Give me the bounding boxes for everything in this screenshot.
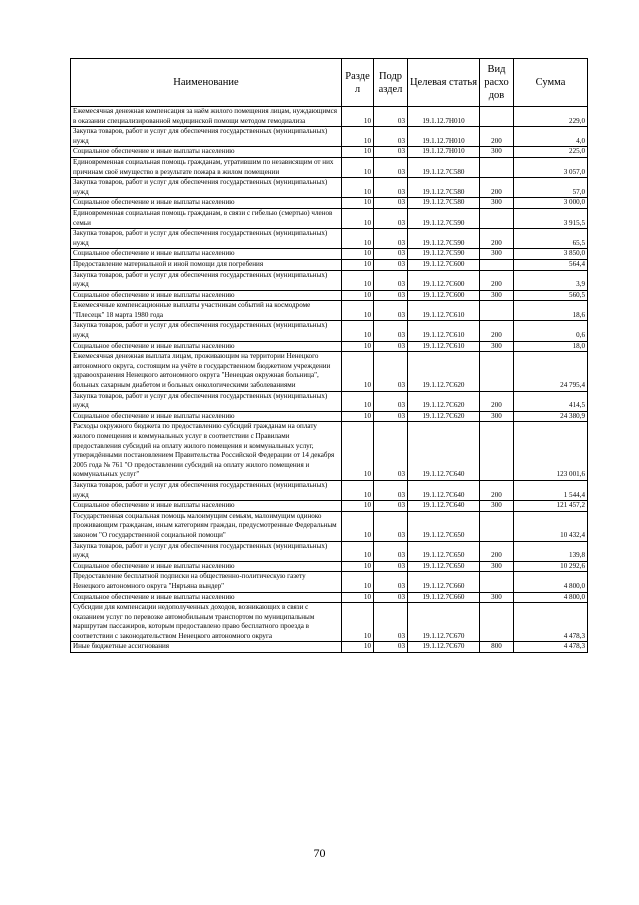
cell-sum: 4 478,3 xyxy=(514,642,588,653)
cell-subsection: 03 xyxy=(374,642,408,653)
cell-name: Субсидии для компенсации недополученных доходов, возникающих в связи с оказанием услуг по перевозке автомобильным транспортом по муниципальным маршрутам пассажиров, которым предоставлено право бесплатного проезда в соответствии с законодательством Ненецкого автономного округа xyxy=(71,603,342,642)
table-row xyxy=(71,321,588,341)
cell-subsection: 03 xyxy=(374,592,408,603)
cell-target: 19.1.12.7С670 xyxy=(408,642,480,653)
cell-type xyxy=(480,511,514,541)
cell-name: Единовременная социальная помощь гражданам, утратившим по независящим от них причинам своё имущество в результате пожара в жилом помещении xyxy=(71,157,342,177)
cell-target: 19.1.12.7С600 xyxy=(408,290,480,301)
cell-sum: 560,5 xyxy=(514,290,588,301)
cell-type xyxy=(480,352,514,391)
cell-section: 10 xyxy=(342,511,374,541)
cell-target: 19.1.12.7Н010 xyxy=(408,147,480,158)
table-row xyxy=(71,352,588,391)
cell-sum: 18,0 xyxy=(514,341,588,352)
cell-type: 200 xyxy=(480,321,514,341)
cell-subsection: 03 xyxy=(374,107,408,127)
cell-target: 19.1.12.7С620 xyxy=(408,411,480,422)
cell-name: Закупка товаров, работ и услуг для обеспечения государственных (муниципальных) нужд xyxy=(71,321,342,341)
cell-section: 10 xyxy=(342,321,374,341)
cell-subsection: 03 xyxy=(374,229,408,249)
cell-sum: 139,8 xyxy=(514,541,588,561)
cell-section: 10 xyxy=(342,603,374,642)
cell-subsection: 03 xyxy=(374,391,408,411)
table-row xyxy=(71,157,588,177)
cell-sum: 24 380,9 xyxy=(514,411,588,422)
table-row xyxy=(71,107,588,127)
cell-type: 300 xyxy=(480,290,514,301)
cell-sum: 57,0 xyxy=(514,178,588,198)
cell-sum: 123 001,6 xyxy=(514,422,588,481)
table-row xyxy=(71,511,588,541)
cell-name: Социальное обеспечение и иные выплаты населению xyxy=(71,147,342,158)
cell-section: 10 xyxy=(342,147,374,158)
cell-name: Социальное обеспечение и иные выплаты населению xyxy=(71,501,342,512)
cell-name: Закупка товаров, работ и услуг для обеспечения государственных (муниципальных) нужд xyxy=(71,270,342,290)
table-row xyxy=(71,411,588,422)
cell-name: Закупка товаров, работ и услуг для обеспечения государственных (муниципальных) нужд xyxy=(71,391,342,411)
table-row xyxy=(71,127,588,147)
cell-sum: 0,6 xyxy=(514,321,588,341)
cell-type: 200 xyxy=(480,391,514,411)
table-row xyxy=(71,198,588,209)
cell-section: 10 xyxy=(342,127,374,147)
cell-subsection: 03 xyxy=(374,301,408,321)
table-row xyxy=(71,270,588,290)
cell-subsection: 03 xyxy=(374,321,408,341)
cell-type: 300 xyxy=(480,249,514,260)
cell-type: 200 xyxy=(480,541,514,561)
table-row xyxy=(71,249,588,260)
cell-name: Социальное обеспечение и иные выплаты населению xyxy=(71,249,342,260)
table-row xyxy=(71,391,588,411)
cell-subsection: 03 xyxy=(374,341,408,352)
cell-sum: 4 800,0 xyxy=(514,592,588,603)
cell-type xyxy=(480,301,514,321)
cell-target: 19.1.12.7С590 xyxy=(408,208,480,228)
cell-section: 10 xyxy=(342,301,374,321)
cell-target: 19.1.12.7С610 xyxy=(408,321,480,341)
cell-section: 10 xyxy=(342,501,374,512)
cell-section: 10 xyxy=(342,422,374,481)
cell-target: 19.1.12.7С590 xyxy=(408,249,480,260)
header-type: Вид расхо дов xyxy=(480,59,514,107)
cell-type: 800 xyxy=(480,642,514,653)
cell-subsection: 03 xyxy=(374,572,408,592)
cell-name: Социальное обеспечение и иные выплаты населению xyxy=(71,341,342,352)
cell-name: Социальное обеспечение и иные выплаты населению xyxy=(71,198,342,209)
cell-section: 10 xyxy=(342,642,374,653)
table-row xyxy=(71,592,588,603)
cell-subsection: 03 xyxy=(374,290,408,301)
cell-subsection: 03 xyxy=(374,157,408,177)
cell-sum: 10 292,6 xyxy=(514,561,588,572)
cell-subsection: 03 xyxy=(374,178,408,198)
cell-type: 300 xyxy=(480,341,514,352)
cell-name: Закупка товаров, работ и услуг для обеспечения государственных (муниципальных) нужд xyxy=(71,480,342,500)
cell-target: 19.1.12.7С650 xyxy=(408,561,480,572)
header-sum: Сумма xyxy=(514,59,588,107)
table-row xyxy=(71,572,588,592)
table-row xyxy=(71,501,588,512)
cell-sum: 225,0 xyxy=(514,147,588,158)
cell-name: Ежемесячная денежная компенсация за наём жилого помещения лицам, нуждающимся в оказании специализированной медицинской помощи методом гемодиализа xyxy=(71,107,342,127)
cell-section: 10 xyxy=(342,592,374,603)
cell-section: 10 xyxy=(342,541,374,561)
cell-target: 19.1.12.7С640 xyxy=(408,480,480,500)
cell-target: 19.1.12.7Н010 xyxy=(408,127,480,147)
cell-type: 200 xyxy=(480,127,514,147)
cell-target: 19.1.12.7С670 xyxy=(408,603,480,642)
cell-subsection: 03 xyxy=(374,259,408,270)
cell-type xyxy=(480,259,514,270)
cell-section: 10 xyxy=(342,249,374,260)
cell-sum: 3 000,0 xyxy=(514,198,588,209)
cell-type: 300 xyxy=(480,561,514,572)
cell-section: 10 xyxy=(342,480,374,500)
cell-target: 19.1.12.7С620 xyxy=(408,391,480,411)
cell-type: 300 xyxy=(480,147,514,158)
header-section: Разде л xyxy=(342,59,374,107)
cell-target: 19.1.12.7С580 xyxy=(408,178,480,198)
cell-type: 300 xyxy=(480,592,514,603)
table-row xyxy=(71,480,588,500)
cell-subsection: 03 xyxy=(374,541,408,561)
cell-section: 10 xyxy=(342,561,374,572)
cell-subsection: 03 xyxy=(374,249,408,260)
cell-type: 300 xyxy=(480,198,514,209)
cell-type xyxy=(480,157,514,177)
cell-target: 19.1.12.7С600 xyxy=(408,259,480,270)
table-row xyxy=(71,561,588,572)
cell-section: 10 xyxy=(342,352,374,391)
table-row xyxy=(71,541,588,561)
cell-section: 10 xyxy=(342,572,374,592)
table-row xyxy=(71,259,588,270)
cell-sum: 18,6 xyxy=(514,301,588,321)
cell-name: Закупка товаров, работ и услуг для обеспечения государственных (муниципальных) нужд xyxy=(71,229,342,249)
cell-type xyxy=(480,422,514,481)
cell-type xyxy=(480,208,514,228)
table-row xyxy=(71,147,588,158)
cell-type: 200 xyxy=(480,270,514,290)
cell-target: 19.1.12.7С660 xyxy=(408,572,480,592)
cell-sum: 3 915,5 xyxy=(514,208,588,228)
cell-name: Расходы окружного бюджета по предоставлению субсидий гражданам на оплату жилого помещения и коммунальных услуг в соответствии с Правилами предоставления субсидий на оплату жилого помещения и коммунальных услуг, утверждёнными постановлением Правительства Российской Федерации от 14 декабря 2005 года № 761 "О предоставлении субсидий на оплату жилого помещения и коммунальных услуг" xyxy=(71,422,342,481)
cell-type: 300 xyxy=(480,501,514,512)
cell-subsection: 03 xyxy=(374,501,408,512)
header-target: Целевая статья xyxy=(408,59,480,107)
cell-target: 19.1.12.7С600 xyxy=(408,270,480,290)
table-row xyxy=(71,178,588,198)
cell-type: 200 xyxy=(480,178,514,198)
table-row xyxy=(71,642,588,653)
header-name: Наименование xyxy=(71,59,342,107)
cell-target: 19.1.12.7С640 xyxy=(408,501,480,512)
header-subsection: Подр аздел xyxy=(374,59,408,107)
cell-type: 300 xyxy=(480,411,514,422)
table-row xyxy=(71,229,588,249)
cell-sum: 4 478,3 xyxy=(514,603,588,642)
cell-sum: 65,5 xyxy=(514,229,588,249)
cell-subsection: 03 xyxy=(374,127,408,147)
cell-target: 19.1.12.7С580 xyxy=(408,198,480,209)
cell-section: 10 xyxy=(342,157,374,177)
cell-sum: 121 457,2 xyxy=(514,501,588,512)
cell-type xyxy=(480,572,514,592)
cell-name: Единовременная социальная помощь гражданам, в связи с гибелью (смертью) членов семьи xyxy=(71,208,342,228)
cell-section: 10 xyxy=(342,178,374,198)
cell-section: 10 xyxy=(342,229,374,249)
cell-subsection: 03 xyxy=(374,270,408,290)
cell-name: Социальное обеспечение и иные выплаты населению xyxy=(71,592,342,603)
cell-name: Закупка товаров, работ и услуг для обеспечения государственных (муниципальных) нужд xyxy=(71,127,342,147)
cell-target: 19.1.12.7С620 xyxy=(408,352,480,391)
cell-subsection: 03 xyxy=(374,198,408,209)
cell-sum: 3,9 xyxy=(514,270,588,290)
cell-name: Социальное обеспечение и иные выплаты населению xyxy=(71,411,342,422)
cell-section: 10 xyxy=(342,208,374,228)
cell-target: 19.1.12.7С650 xyxy=(408,541,480,561)
table-row xyxy=(71,422,588,481)
table-row xyxy=(71,208,588,228)
cell-name: Ежемесячная денежная выплата лицам, проживающим на территории Ненецкого автономного округа, состоящим на учёте в государственном бюджетном учреждении здравоохранения Ненецкого автономного округа "Ненецкая окружная больница", больных сахарным диабетом и больных онкологическими заболеваниями xyxy=(71,352,342,391)
cell-sum: 4,0 xyxy=(514,127,588,147)
cell-section: 10 xyxy=(342,391,374,411)
table-row xyxy=(71,290,588,301)
cell-section: 10 xyxy=(342,270,374,290)
cell-section: 10 xyxy=(342,411,374,422)
cell-sum: 229,0 xyxy=(514,107,588,127)
cell-subsection: 03 xyxy=(374,603,408,642)
cell-subsection: 03 xyxy=(374,411,408,422)
cell-section: 10 xyxy=(342,290,374,301)
cell-section: 10 xyxy=(342,107,374,127)
cell-subsection: 03 xyxy=(374,147,408,158)
cell-target: 19.1.12.7С650 xyxy=(408,511,480,541)
cell-target: 19.1.12.7С580 xyxy=(408,157,480,177)
table-row xyxy=(71,603,588,642)
table-row xyxy=(71,341,588,352)
cell-name: Ежемесячные компенсационные выплаты участникам событий на космодроме "Плесецк" 18 марта 1980 года xyxy=(71,301,342,321)
cell-name: Государственная социальная помощь малоимущим семьям, малоимущим одиноко проживающим гражданам, иным категориям граждан, предусмотренные Федеральным законом "О государственной социальной помощи" xyxy=(71,511,342,541)
cell-name: Предоставление материальной и иной помощи для погребения xyxy=(71,259,342,270)
table-row xyxy=(71,301,588,321)
cell-target: 19.1.12.7Н010 xyxy=(408,107,480,127)
table-body xyxy=(71,107,588,653)
cell-type: 200 xyxy=(480,480,514,500)
cell-target: 19.1.12.7С640 xyxy=(408,422,480,481)
cell-subsection: 03 xyxy=(374,208,408,228)
cell-target: 19.1.12.7С610 xyxy=(408,301,480,321)
page-number: 70 xyxy=(313,846,326,860)
table-header-row xyxy=(71,59,588,107)
cell-sum: 3 057,0 xyxy=(514,157,588,177)
cell-section: 10 xyxy=(342,198,374,209)
cell-sum: 1 544,4 xyxy=(514,480,588,500)
cell-type xyxy=(480,107,514,127)
cell-type: 200 xyxy=(480,229,514,249)
cell-name: Закупка товаров, работ и услуг для обеспечения государственных (муниципальных) нужд xyxy=(71,178,342,198)
cell-subsection: 03 xyxy=(374,511,408,541)
cell-name: Социальное обеспечение и иные выплаты населению xyxy=(71,290,342,301)
cell-subsection: 03 xyxy=(374,352,408,391)
cell-sum: 24 795,4 xyxy=(514,352,588,391)
cell-section: 10 xyxy=(342,341,374,352)
cell-subsection: 03 xyxy=(374,480,408,500)
cell-type xyxy=(480,603,514,642)
cell-name: Предоставление бесплатной подписки на общественно-политическую газету Ненецкого автономного округа "Няръяна вындер" xyxy=(71,572,342,592)
budget-table xyxy=(70,58,588,653)
cell-target: 19.1.12.7С660 xyxy=(408,592,480,603)
cell-target: 19.1.12.7С610 xyxy=(408,341,480,352)
cell-name: Закупка товаров, работ и услуг для обеспечения государственных (муниципальных) нужд xyxy=(71,541,342,561)
cell-name: Иные бюджетные ассигнования xyxy=(71,642,342,653)
cell-subsection: 03 xyxy=(374,561,408,572)
cell-sum: 4 800,0 xyxy=(514,572,588,592)
cell-section: 10 xyxy=(342,259,374,270)
cell-sum: 564,4 xyxy=(514,259,588,270)
cell-sum: 414,5 xyxy=(514,391,588,411)
cell-sum: 3 850,0 xyxy=(514,249,588,260)
cell-name: Социальное обеспечение и иные выплаты населению xyxy=(71,561,342,572)
cell-sum: 10 432,4 xyxy=(514,511,588,541)
cell-target: 19.1.12.7С590 xyxy=(408,229,480,249)
cell-subsection: 03 xyxy=(374,422,408,481)
